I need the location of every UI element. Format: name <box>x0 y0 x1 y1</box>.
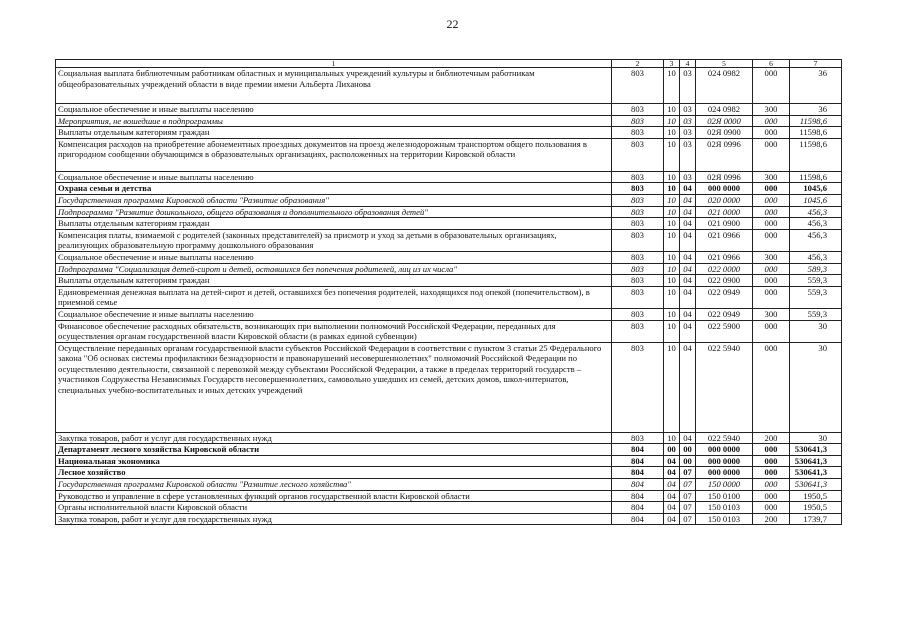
section-cell: 10 <box>664 275 680 287</box>
expense-type-cell: 000 <box>753 444 790 456</box>
target-article-cell: 150 0103 <box>696 502 753 514</box>
admin-code-cell: 803 <box>612 308 664 320</box>
subsection-cell: 04 <box>680 263 696 275</box>
target-article-cell: 021 0900 <box>696 218 753 230</box>
table-row <box>56 206 842 218</box>
subsection-cell: 04 <box>680 194 696 206</box>
amount-cell: 530641,3 <box>790 444 842 456</box>
amount-cell: 456,3 <box>790 218 842 230</box>
row-name-cell: Подпрограмма "Развитие дошкольного, общего образования и дополнительного образования детей" <box>56 206 612 218</box>
expense-type-cell: 000 <box>753 68 790 104</box>
table-row <box>56 115 842 127</box>
table-row <box>56 467 842 479</box>
admin-code-cell: 803 <box>612 138 664 171</box>
expense-type-cell: 000 <box>753 127 790 139</box>
row-name-cell: Руководство и управление в сфере установленных функций органов государственной власти Кировской области <box>56 490 612 502</box>
subsection-cell: 04 <box>680 432 696 444</box>
subsection-cell: 04 <box>680 342 696 432</box>
amount-cell: 30 <box>790 432 842 444</box>
amount-cell: 30 <box>790 342 842 432</box>
expense-type-cell: 300 <box>753 251 790 263</box>
expense-type-cell: 300 <box>753 308 790 320</box>
section-cell: 10 <box>664 183 680 195</box>
column-header: 7 <box>790 60 842 68</box>
expense-type-cell: 000 <box>753 275 790 287</box>
expense-type-cell: 000 <box>753 502 790 514</box>
table-row <box>56 138 842 171</box>
subsection-cell: 07 <box>680 490 696 502</box>
section-cell: 10 <box>664 251 680 263</box>
amount-cell: 11598,6 <box>790 171 842 183</box>
table-row <box>56 229 842 251</box>
subsection-cell: 04 <box>680 275 696 287</box>
section-cell: 10 <box>664 342 680 432</box>
row-name-cell: Государственная программа Кировской области "Развитие образования" <box>56 194 612 206</box>
expense-type-cell: 000 <box>753 206 790 218</box>
amount-cell: 456,3 <box>790 206 842 218</box>
column-header: 1 <box>56 60 612 68</box>
subsection-cell: 03 <box>680 104 696 116</box>
expense-type-cell: 000 <box>753 455 790 467</box>
admin-code-cell: 803 <box>612 183 664 195</box>
expense-type-cell: 300 <box>753 171 790 183</box>
expense-type-cell: 000 <box>753 320 790 342</box>
target-article-cell: 150 0000 <box>696 479 753 491</box>
admin-code-cell: 804 <box>612 502 664 514</box>
expense-type-cell: 000 <box>753 286 790 308</box>
admin-code-cell: 803 <box>612 229 664 251</box>
admin-code-cell: 803 <box>612 68 664 104</box>
target-article-cell: 022 5900 <box>696 320 753 342</box>
admin-code-cell: 803 <box>612 320 664 342</box>
section-cell: 04 <box>664 502 680 514</box>
table-row <box>56 455 842 467</box>
row-name-cell: Подпрограмма "Социализация детей-сирот и детей, оставшихся без попечения родителей, лиц из их числа" <box>56 263 612 275</box>
admin-code-cell: 803 <box>612 104 664 116</box>
row-name-cell: Национальная экономика <box>56 455 612 467</box>
section-cell: 04 <box>664 479 680 491</box>
section-cell: 10 <box>664 206 680 218</box>
admin-code-cell: 803 <box>612 251 664 263</box>
subsection-cell: 04 <box>680 251 696 263</box>
row-name-cell: Охрана семьи и детства <box>56 183 612 195</box>
target-article-cell: 022 5940 <box>696 342 753 432</box>
row-name-cell: Органы исполнительной власти Кировской области <box>56 502 612 514</box>
table-row <box>56 432 842 444</box>
expense-type-cell: 000 <box>753 194 790 206</box>
admin-code-cell: 803 <box>612 432 664 444</box>
amount-cell: 1950,5 <box>790 502 842 514</box>
target-article-cell: 022 0949 <box>696 308 753 320</box>
amount-cell: 36 <box>790 104 842 116</box>
row-name-cell: Осуществление переданных органам государственной власти субъектов Российской Федерации в соответствии с пунктом 3 статьи 25 Федерального закона "Об основах системы профилактики безнадзорности и правонарушений несовершеннолетних" полномочий Российской Федерации по осуществлению деятельности, связанной с перевозкой между субъектами Российской Федерации, а также в пределах территорий государств – участников Содружества Независимых Государств несовершеннолетних, самовольно ушедших из семей, детских домов, школ-интернатов, специальных учебно-воспитательных и иных детских учреждений <box>56 342 612 432</box>
amount-cell: 11598,6 <box>790 138 842 171</box>
target-article-cell: 000 0000 <box>696 467 753 479</box>
target-article-cell: 02Я 0996 <box>696 171 753 183</box>
row-name-cell: Мероприятия, не вошедшие в подпрограммы <box>56 115 612 127</box>
expense-type-cell: 000 <box>753 138 790 171</box>
amount-cell: 11598,6 <box>790 115 842 127</box>
section-cell: 04 <box>664 455 680 467</box>
amount-cell: 456,3 <box>790 251 842 263</box>
admin-code-cell: 803 <box>612 218 664 230</box>
admin-code-cell: 803 <box>612 115 664 127</box>
section-cell: 10 <box>664 229 680 251</box>
section-cell: 10 <box>664 263 680 275</box>
target-article-cell: 021 0966 <box>696 229 753 251</box>
section-cell: 00 <box>664 444 680 456</box>
row-name-cell: Выплаты отдельным категориям граждан <box>56 127 612 139</box>
section-cell: 10 <box>664 68 680 104</box>
target-article-cell: 02Я 0000 <box>696 115 753 127</box>
target-article-cell: 150 0100 <box>696 490 753 502</box>
expense-type-cell: 000 <box>753 263 790 275</box>
row-name-cell: Социальное обеспечение и иные выплаты населению <box>56 104 612 116</box>
row-name-cell: Закупка товаров, работ и услуг для государственных нужд <box>56 432 612 444</box>
row-name-cell: Департамент лесного хозяйства Кировской области <box>56 444 612 456</box>
table-row <box>56 479 842 491</box>
subsection-cell: 04 <box>680 183 696 195</box>
subsection-cell: 07 <box>680 479 696 491</box>
section-cell: 10 <box>664 115 680 127</box>
target-article-cell: 02Я 0900 <box>696 127 753 139</box>
row-name-cell: Компенсация расходов на приобретение абонементных проездных документов на проезд железнодорожным транспортом общего пользования в пригородном сообщении обучающимся в образовательных организациях, расположенных на территории Кировской области <box>56 138 612 171</box>
admin-code-cell: 803 <box>612 171 664 183</box>
table-row <box>56 444 842 456</box>
subsection-cell: 03 <box>680 171 696 183</box>
subsection-cell: 04 <box>680 206 696 218</box>
row-name-cell: Компенсация платы, взимаемой с родителей (законных представителей) за присмотр и уход за детьми в образовательных организациях, реализующих образовательную программу дошкольного образования <box>56 229 612 251</box>
subsection-cell: 04 <box>680 308 696 320</box>
table-row <box>56 320 842 342</box>
section-cell: 10 <box>664 194 680 206</box>
target-article-cell: 020 0000 <box>696 194 753 206</box>
table-row <box>56 171 842 183</box>
column-header: 5 <box>696 60 753 68</box>
row-name-cell: Государственная программа Кировской области "Развитие лесного хозяйства" <box>56 479 612 491</box>
target-article-cell: 150 0103 <box>696 513 753 525</box>
section-cell: 10 <box>664 308 680 320</box>
section-cell: 10 <box>664 104 680 116</box>
expense-type-cell: 000 <box>753 490 790 502</box>
subsection-cell: 03 <box>680 115 696 127</box>
row-name-cell: Социальное обеспечение и иные выплаты населению <box>56 251 612 263</box>
subsection-cell: 03 <box>680 138 696 171</box>
table-row <box>56 502 842 514</box>
table-row <box>56 104 842 116</box>
amount-cell: 559,3 <box>790 286 842 308</box>
section-cell: 10 <box>664 218 680 230</box>
target-article-cell: 022 0900 <box>696 275 753 287</box>
column-header: 2 <box>612 60 664 68</box>
expense-type-cell: 000 <box>753 342 790 432</box>
amount-cell: 530641,3 <box>790 479 842 491</box>
subsection-cell: 03 <box>680 127 696 139</box>
expense-type-cell: 000 <box>753 467 790 479</box>
subsection-cell: 07 <box>680 513 696 525</box>
row-name-cell: Социальное обеспечение и иные выплаты населению <box>56 171 612 183</box>
table-row <box>56 286 842 308</box>
budget-table <box>55 59 842 525</box>
table-row <box>56 127 842 139</box>
target-article-cell: 02Я 0996 <box>696 138 753 171</box>
table-header-row <box>56 60 842 68</box>
row-name-cell: Закупка товаров, работ и услуг для государственных нужд <box>56 513 612 525</box>
expense-type-cell: 300 <box>753 104 790 116</box>
section-cell: 04 <box>664 490 680 502</box>
column-header: 6 <box>753 60 790 68</box>
table-row <box>56 275 842 287</box>
admin-code-cell: 804 <box>612 455 664 467</box>
table-row <box>56 218 842 230</box>
target-article-cell: 022 5940 <box>696 432 753 444</box>
amount-cell: 1950,5 <box>790 490 842 502</box>
admin-code-cell: 803 <box>612 206 664 218</box>
amount-cell: 559,3 <box>790 275 842 287</box>
section-cell: 04 <box>664 467 680 479</box>
table-row <box>56 183 842 195</box>
target-article-cell: 000 0000 <box>696 444 753 456</box>
row-name-cell: Лесное хозяйство <box>56 467 612 479</box>
amount-cell: 530641,3 <box>790 455 842 467</box>
target-article-cell: 024 0982 <box>696 104 753 116</box>
page-number: 22 <box>446 17 459 31</box>
subsection-cell: 00 <box>680 455 696 467</box>
section-cell: 10 <box>664 127 680 139</box>
table-row <box>56 251 842 263</box>
row-name-cell: Выплаты отдельным категориям граждан <box>56 218 612 230</box>
admin-code-cell: 803 <box>612 127 664 139</box>
expense-type-cell: 000 <box>753 183 790 195</box>
row-name-cell: Социальное обеспечение и иные выплаты населению <box>56 308 612 320</box>
table-row <box>56 68 842 104</box>
amount-cell: 11598,6 <box>790 127 842 139</box>
amount-cell: 530641,3 <box>790 467 842 479</box>
expense-type-cell: 000 <box>753 229 790 251</box>
section-cell: 10 <box>664 286 680 308</box>
section-cell: 10 <box>664 138 680 171</box>
expense-type-cell: 200 <box>753 432 790 444</box>
amount-cell: 559,3 <box>790 308 842 320</box>
admin-code-cell: 803 <box>612 342 664 432</box>
admin-code-cell: 804 <box>612 467 664 479</box>
amount-cell: 589,3 <box>790 263 842 275</box>
section-cell: 10 <box>664 171 680 183</box>
section-cell: 10 <box>664 320 680 342</box>
admin-code-cell: 803 <box>612 286 664 308</box>
subsection-cell: 07 <box>680 467 696 479</box>
target-article-cell: 024 0982 <box>696 68 753 104</box>
admin-code-cell: 804 <box>612 513 664 525</box>
expense-type-cell: 000 <box>753 218 790 230</box>
expense-type-cell: 200 <box>753 513 790 525</box>
expense-type-cell: 000 <box>753 115 790 127</box>
row-name-cell: Единовременная денежная выплата на детей-сирот и детей, оставшихся без попечения родителей, находящихся под опекой (попечительством), в приемной семье <box>56 286 612 308</box>
section-cell: 10 <box>664 432 680 444</box>
table-row <box>56 490 842 502</box>
admin-code-cell: 803 <box>612 275 664 287</box>
admin-code-cell: 803 <box>612 194 664 206</box>
table-row <box>56 308 842 320</box>
target-article-cell: 022 0949 <box>696 286 753 308</box>
amount-cell: 30 <box>790 320 842 342</box>
table-row <box>56 513 842 525</box>
subsection-cell: 04 <box>680 286 696 308</box>
amount-cell: 456,3 <box>790 229 842 251</box>
row-name-cell: Социальная выплата библиотечным работникам областных и муниципальных учреждений культуры и библиотечным работникам общеобразовательных учреждений области в виде премии имени Альберта Лиханова <box>56 68 612 104</box>
column-header: 4 <box>680 60 696 68</box>
target-article-cell: 022 0000 <box>696 263 753 275</box>
admin-code-cell: 804 <box>612 444 664 456</box>
subsection-cell: 00 <box>680 444 696 456</box>
table-row <box>56 194 842 206</box>
subsection-cell: 07 <box>680 502 696 514</box>
amount-cell: 1045,6 <box>790 194 842 206</box>
admin-code-cell: 804 <box>612 479 664 491</box>
subsection-cell: 04 <box>680 320 696 342</box>
row-name-cell: Выплаты отдельным категориям граждан <box>56 275 612 287</box>
subsection-cell: 04 <box>680 218 696 230</box>
admin-code-cell: 804 <box>612 490 664 502</box>
target-article-cell: 021 0966 <box>696 251 753 263</box>
amount-cell: 36 <box>790 68 842 104</box>
admin-code-cell: 803 <box>612 263 664 275</box>
amount-cell: 1045,6 <box>790 183 842 195</box>
section-cell: 04 <box>664 513 680 525</box>
target-article-cell: 000 0000 <box>696 183 753 195</box>
subsection-cell: 04 <box>680 229 696 251</box>
table-row <box>56 263 842 275</box>
row-name-cell: Финансовое обеспечение расходных обязательств, возникающих при выполнении полномочий Российской Федерации, переданных для осуществления органам государственной власти Кировской области (в рамках единой субвенции) <box>56 320 612 342</box>
target-article-cell: 021 0000 <box>696 206 753 218</box>
column-header: 3 <box>664 60 680 68</box>
target-article-cell: 000 0000 <box>696 455 753 467</box>
amount-cell: 1739,7 <box>790 513 842 525</box>
table-row <box>56 342 842 432</box>
expense-type-cell: 000 <box>753 479 790 491</box>
subsection-cell: 03 <box>680 68 696 104</box>
